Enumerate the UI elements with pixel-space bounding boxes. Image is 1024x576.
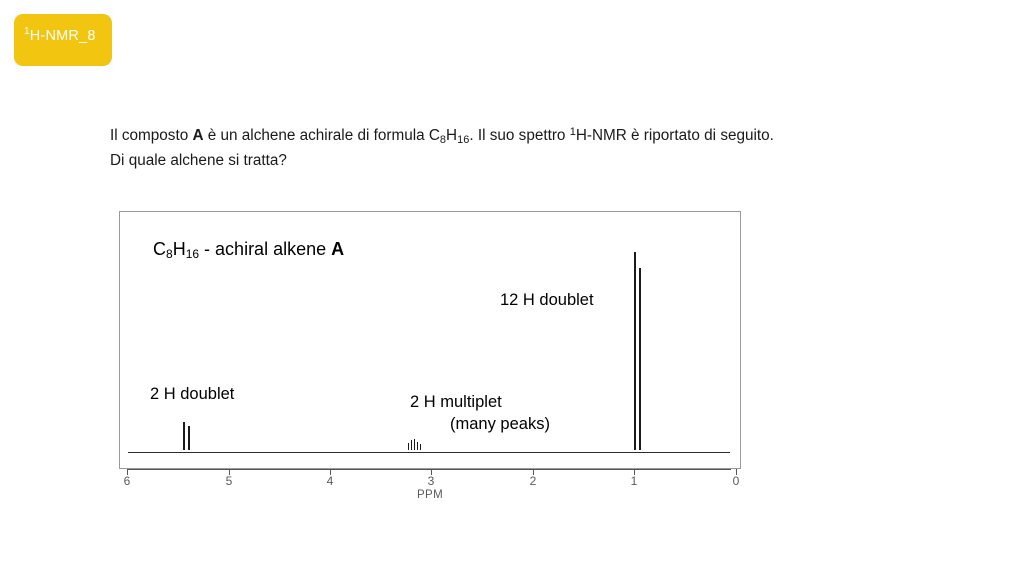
peak-2h-multiplet-e [420, 444, 421, 450]
spectrum-x-axis [119, 469, 741, 515]
peak-12h-doublet-right [639, 268, 641, 450]
annotation-many-peaks: (many peaks) [450, 415, 550, 433]
slide-tag-superscript: 1 [24, 26, 30, 37]
question-part-4: . Il suo spettro [469, 127, 570, 144]
compound-sub-16: 16 [185, 247, 200, 261]
question-sup-proton: 1 [569, 126, 576, 139]
axis-tick-label-2: 2 [529, 474, 537, 488]
slide-tag-main: H-NMR_8 [29, 27, 96, 44]
peak-2h-multiplet-d [417, 442, 418, 450]
spectrum-baseline [128, 452, 730, 453]
compound-formula-c: C [153, 239, 166, 259]
axis-tick-label-4: 4 [326, 474, 334, 488]
spectrum-compound-label [153, 238, 344, 262]
compound-formula-h: H [172, 239, 186, 259]
question-part-2: è un alchene achirale di formula C [203, 127, 440, 144]
peak-2h-multiplet-a [408, 443, 409, 450]
slide-tag-badge [14, 14, 112, 66]
peak-2h-doublet-right [188, 426, 190, 450]
axis-tick-label-1: 1 [630, 474, 638, 488]
annotation-12h-doublet: 12 H doublet [500, 291, 594, 309]
question-sub-c8: 8 [439, 133, 447, 146]
axis-tick-label-6: 6 [123, 474, 131, 488]
axis-line [127, 469, 731, 470]
question-part-1: Il composto [110, 127, 193, 144]
question-text [110, 124, 900, 173]
peak-2h-multiplet-c [414, 439, 415, 450]
peak-2h-doublet-left [183, 422, 185, 450]
compound-label-letter: A [331, 239, 345, 259]
axis-tick-label-0: 0 [732, 474, 740, 488]
axis-tick-label-3: 3 [427, 474, 435, 488]
spectrum-plot-area [120, 212, 740, 468]
annotation-2h-doublet: 2 H doublet [150, 385, 235, 403]
peak-12h-doublet-left [634, 252, 636, 450]
question-part-3: H [446, 127, 458, 144]
compound-sub-8: 8 [166, 247, 173, 261]
question-compound-letter: A [192, 127, 204, 144]
annotation-2h-multiplet: 2 H multiplet [410, 393, 502, 411]
compound-formula-suffix: - achiral alkene [199, 239, 332, 259]
question-part-5: H-NMR è riportato di seguito. [575, 127, 774, 144]
axis-tick-label-5: 5 [225, 474, 233, 488]
question-sub-h16: 16 [457, 133, 470, 146]
peak-2h-multiplet-b [411, 440, 412, 450]
nmr-spectrum-panel [119, 211, 741, 469]
question-line-2: Di quale alchene si tratta? [110, 151, 287, 169]
axis-title-ppm: PPM [416, 489, 444, 501]
slide-tag-text [24, 26, 96, 45]
